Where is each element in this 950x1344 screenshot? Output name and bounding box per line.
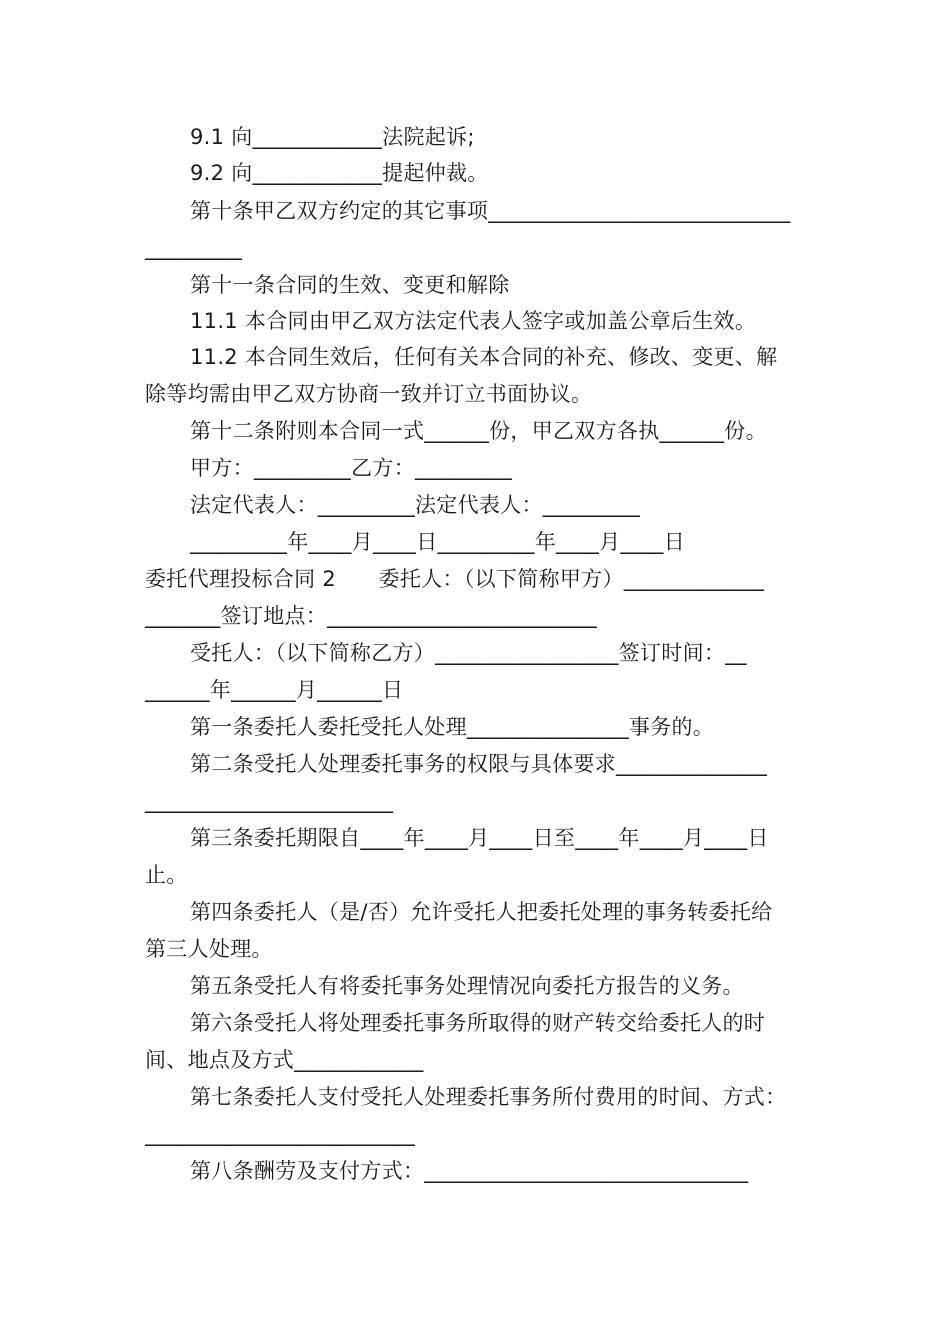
text-line: 第十条甲乙双方约定的其它事项____________________________ bbox=[190, 199, 791, 223]
text-line: _________ bbox=[145, 236, 243, 260]
text-line: _______签订地点：_________________________ bbox=[145, 604, 598, 628]
signature-line: 甲方：_________乙方：_________ bbox=[190, 456, 513, 480]
text-line: 第八条酬劳及支付方式：______________________________ bbox=[190, 1159, 749, 1183]
text-line: 第一条委托人委托受托人处理_______________事务的。 bbox=[190, 715, 715, 739]
text-line: 9.2 向____________提起仲裁。 bbox=[190, 161, 489, 185]
text-line: 11.1 本合同由甲乙双方法定代表人签字或加盖公章后生效。 bbox=[190, 309, 757, 333]
text-line: 第十二条附则本合同一式______份，甲乙双方各执______份。 bbox=[190, 419, 767, 443]
text-line: 第二条受托人处理委托事务的权限与具体要求______________ bbox=[190, 752, 768, 776]
text-line: 第三人处理。 bbox=[145, 937, 273, 961]
text-line: 第六条受托人将处理委托事务所取得的财产转交给委托人的时 bbox=[190, 1011, 766, 1035]
text-line: 受托人：（以下简称乙方）_________________签订时间：__ bbox=[190, 641, 747, 665]
section-heading: 第十一条合同的生效、变更和解除 bbox=[190, 273, 510, 297]
text-line: 第五条受托人有将委托事务处理情况向委托方报告的义务。 bbox=[190, 974, 744, 998]
text-line: 第四条委托人（是/否）允许受托人把委托处理的事务转委托给 bbox=[190, 900, 773, 924]
text-line: 9.1 向____________法院起诉; bbox=[190, 125, 475, 149]
text-line: 第七条委托人支付受托人处理委托事务所付费用的时间、方式： bbox=[190, 1085, 787, 1109]
date-line: _________年____月____日_________年____月____日 bbox=[190, 530, 685, 554]
text-line: _______________________ bbox=[145, 789, 394, 813]
text-line: 11.2 本合同生效后，任何有关本合同的补充、修改、变更、解 bbox=[190, 345, 778, 369]
text-line: 除等均需由甲乙双方协商一致并订立书面协议。 bbox=[145, 382, 593, 406]
text-line: 间、地点及方式____________ bbox=[145, 1048, 424, 1072]
text-line: 第三条委托期限自____年____月____日至____年____月____日 bbox=[190, 826, 769, 850]
date-line: ______年______月______日 bbox=[145, 678, 404, 702]
text-line: 止。 bbox=[145, 863, 188, 887]
contract-title-line: 委托代理投标合同 2 委托人：（以下简称甲方）_____________ bbox=[145, 567, 765, 591]
text-line: _________________________ bbox=[145, 1122, 415, 1146]
signature-line: 法定代表人：_________法定代表人：_________ bbox=[190, 493, 640, 517]
